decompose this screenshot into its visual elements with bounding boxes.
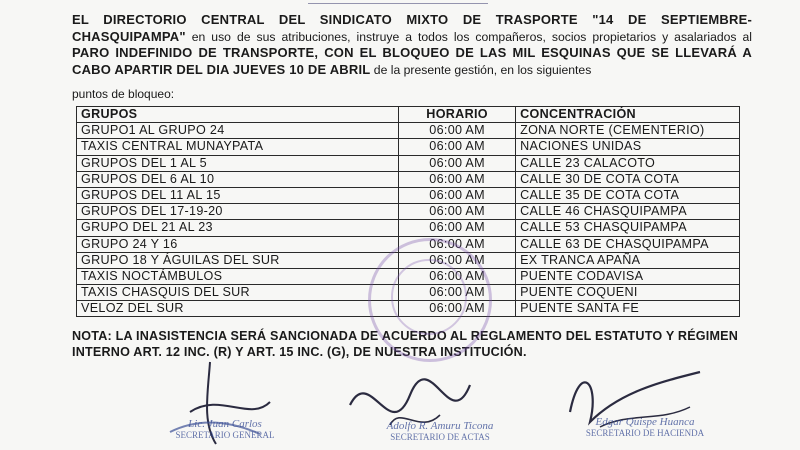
intro-paragraph <box>72 12 752 78</box>
cell-group: GRUPOS DEL 6 AL 10 <box>77 171 399 187</box>
cell-location: PUENTE CODAVISA <box>516 268 740 284</box>
signer-center-name: Adolfo R. Amuru Ticona <box>386 420 494 432</box>
table-row <box>77 123 740 139</box>
cell-time: 06:00 AM <box>399 123 516 139</box>
cell-location: CALLE 46 CHASQUIPAMPA <box>516 204 740 220</box>
cell-location: NACIONES UNIDAS <box>516 139 740 155</box>
table-row <box>77 301 740 317</box>
cell-time: 06:00 AM <box>399 252 516 268</box>
table-row <box>77 285 740 301</box>
header-underline <box>308 0 488 4</box>
cell-group: TAXIS NOCTÁMBULOS <box>77 268 399 284</box>
cell-time: 06:00 AM <box>399 268 516 284</box>
table-header-row <box>77 107 740 123</box>
signer-left-title: SECRETARIO GENERAL <box>175 430 275 440</box>
cell-group: GRUPOS DEL 17-19-20 <box>77 204 399 220</box>
header-concentracion: CONCENTRACIÓN <box>516 107 740 123</box>
signer-right-title: SECRETARIO DE HACIENDA <box>585 428 705 438</box>
header-grupos: GRUPOS <box>77 107 399 123</box>
intro-text-2: de la presente gestión, en los siguientes <box>370 62 592 77</box>
cell-location: CALLE 35 DE COTA COTA <box>516 187 740 203</box>
cell-group: GRUPOS DEL 11 AL 15 <box>77 187 399 203</box>
cell-time: 06:00 AM <box>399 204 516 220</box>
cell-time: 06:00 AM <box>399 187 516 203</box>
cell-time: 06:00 AM <box>399 171 516 187</box>
blockade-points-label: puntos de bloqueo: <box>72 87 175 101</box>
stamp-secretario-actas <box>360 420 520 442</box>
cell-group: TAXIS CENTRAL MUNAYPATA <box>77 139 399 155</box>
table-row <box>77 220 740 236</box>
table-row <box>77 236 740 252</box>
table-row <box>77 187 740 203</box>
cell-time: 06:00 AM <box>399 236 516 252</box>
signer-right-name: Edgar Quispe Huanca <box>595 416 695 428</box>
cell-location: CALLE 30 DE COTA COTA <box>516 171 740 187</box>
cell-location: EX TRANCA APAÑA <box>516 252 740 268</box>
table-row <box>77 155 740 171</box>
table-row <box>77 252 740 268</box>
cell-group: GRUPOS DEL 1 AL 5 <box>77 155 399 171</box>
cell-location: CALLE 63 DE CHASQUIPAMPA <box>516 236 740 252</box>
cell-time: 06:00 AM <box>399 139 516 155</box>
header-horario: HORARIO <box>399 107 516 123</box>
cell-location: PUENTE SANTA FE <box>516 301 740 317</box>
sanction-note: NOTA: LA INASISTENCIA SERÁ SANCIONADA DE ACUERDO AL REGLAMENTO DEL ESTATUTO Y RÉGIMEN INTERNO ART. 12 INC. (R) Y ART. 15 INC. (G), DE NUESTRA INSTITUCIÓN. <box>72 329 739 359</box>
cell-location: CALLE 23 CALACOTO <box>516 155 740 171</box>
cell-time: 06:00 AM <box>399 155 516 171</box>
cell-location: PUENTE COQUENI <box>516 285 740 301</box>
cell-group: TAXIS CHASQUIS DEL SUR <box>77 285 399 301</box>
blockade-table <box>76 106 740 317</box>
stamp-secretario-hacienda <box>560 416 730 438</box>
table-row <box>77 139 740 155</box>
table-row <box>77 171 740 187</box>
cell-group: VELOZ DEL SUR <box>77 301 399 317</box>
cell-time: 06:00 AM <box>399 285 516 301</box>
cell-time: 06:00 AM <box>399 220 516 236</box>
cell-group: GRUPO 24 Y 16 <box>77 236 399 252</box>
cell-group: GRUPO1 AL GRUPO 24 <box>77 123 399 139</box>
cell-location: CALLE 53 CHASQUIPAMPA <box>516 220 740 236</box>
cell-time: 06:00 AM <box>399 301 516 317</box>
table-row <box>77 204 740 220</box>
cell-group: GRUPO DEL 21 AL 23 <box>77 220 399 236</box>
intro-strike-announcement: PARO INDEFINIDO DE TRANSPORTE, CON EL BLOQUEO DE LAS MIL ESQUINAS QUE SE LLEVARÁ A CABO APARTIR DEL DIA JUEVES 10 DE ABRIL <box>72 45 752 77</box>
table-row <box>77 268 740 284</box>
cell-location: ZONA NORTE (CEMENTERIO) <box>516 123 740 139</box>
signer-center-title: SECRETARIO DE ACTAS <box>390 432 490 442</box>
intro-heading: EL DIRECTORIO CENTRAL DEL SINDICATO MIXTO DE TRASPORTE "14 DE SEPTIEMBRE-CHASQUIPAMPA" <box>72 12 752 44</box>
intro-text-1: en uso de sus atribuciones, instruye a todos los compañeros, socios propietarios y asalariados al <box>185 29 752 44</box>
stamp-secretario-general <box>150 418 300 440</box>
signer-left-name: Lic. Juan Carlos <box>188 418 262 430</box>
cell-group: GRUPO 18 Y ÁGUILAS DEL SUR <box>77 252 399 268</box>
